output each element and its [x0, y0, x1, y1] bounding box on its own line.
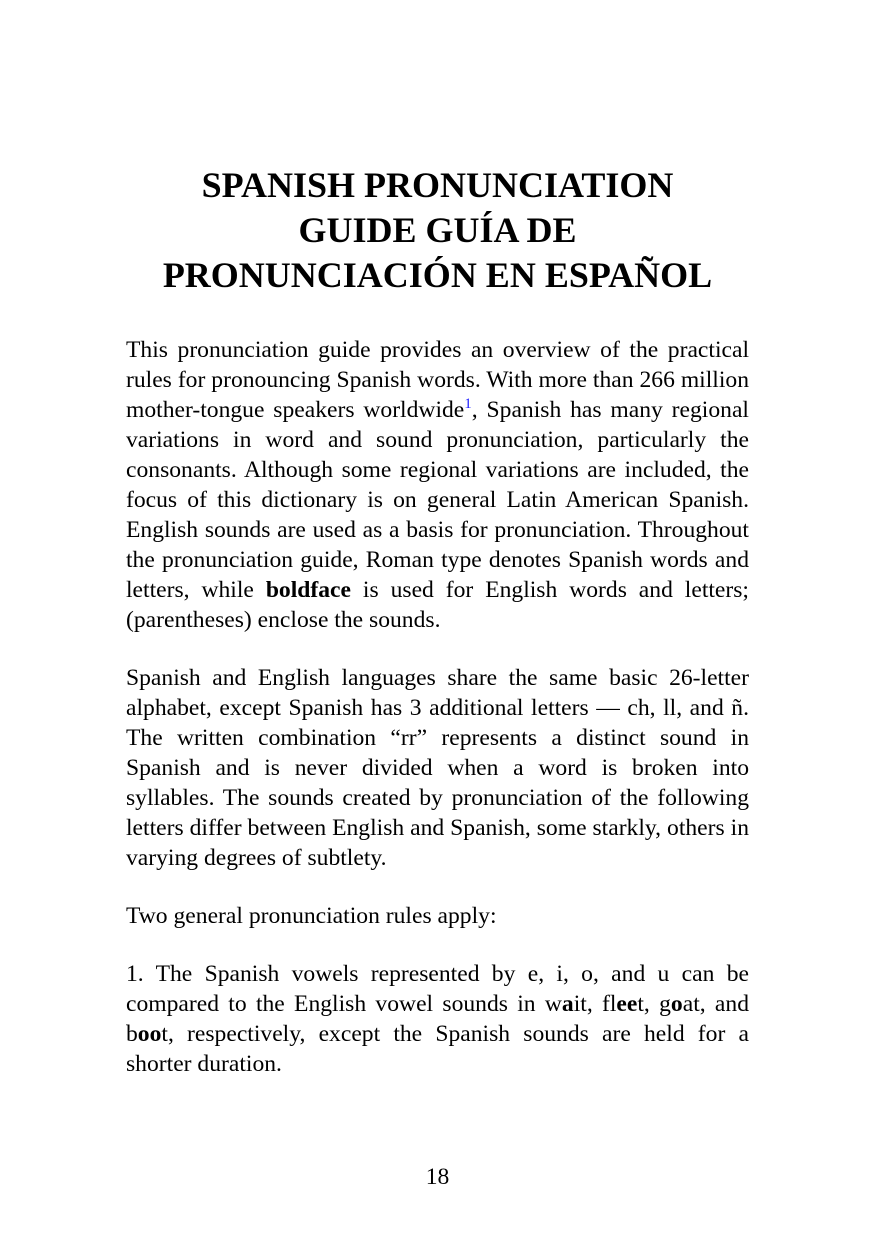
intro-text-2: , Spanish has many regional variations in word and sound pronunciation, particularly the consonants. Although some regional variations are included, the focus of this dictionary is on general Latin American Spanish. English sounds are used as a basis for pronunciation. Throughout the pronunciation guide, Roman type denotes Spanish words and letters, while: [126, 397, 749, 603]
rule1-bold-ee: ee: [616, 991, 638, 1017]
boldface-word: boldface: [265, 577, 352, 603]
rules-intro-paragraph: Two general pronunciation rules apply:: [126, 903, 497, 929]
page-number: 18: [425, 1164, 450, 1190]
intro-text-3: is used for English words and letters; (parentheses) enclose the sounds.: [126, 577, 749, 633]
title-line-3: PRONUNCIACIÓN EN ESPAÑOL: [162, 255, 713, 295]
intro-paragraph: [126, 335, 749, 635]
rule1-text-4: at, and b: [126, 991, 749, 1047]
body-text: [126, 335, 749, 1107]
intro-text-1: This pronunciation guide provides an overview of the practical rules for pronouncing Spanish words. With more than 266 million mother-tongue speakers worldwide: [126, 337, 749, 423]
rule1-bold-a: a: [561, 991, 574, 1017]
rule1-text-5: t, respectively, except the Spanish sounds are held for a shorter duration.: [126, 1021, 749, 1077]
alphabet-paragraph: Spanish and English languages share the same basic 26-letter alphabet, except Spanish has 3 additional letters — ch, ll, and ñ. The written combination “rr” represents a distinct sound in Spanish and is never divided when a word is broken into syllables. The sounds created by pronunciation of the following letters differ between English and Spanish, some starkly, others in varying degrees of subtlety.: [126, 665, 749, 871]
title-line-1: SPANISH PRONUNCIATION: [201, 165, 674, 205]
rule1-text-3: t, g: [637, 991, 671, 1017]
rule1-bold-o: o: [670, 991, 683, 1017]
title-line-2: GUIDE GUÍA DE: [298, 210, 577, 250]
rule-1-paragraph: [126, 959, 749, 1079]
rule1-bold-oo: oo: [137, 1021, 162, 1047]
rule1-text-1: 1. The Spanish vowels represented by e, i, o, and u can be compared to the English vowel sounds in w: [126, 961, 749, 1017]
page-title: [100, 163, 775, 298]
footnote-link[interactable]: 1: [464, 396, 472, 412]
rule1-text-2: it, fl: [573, 991, 617, 1017]
